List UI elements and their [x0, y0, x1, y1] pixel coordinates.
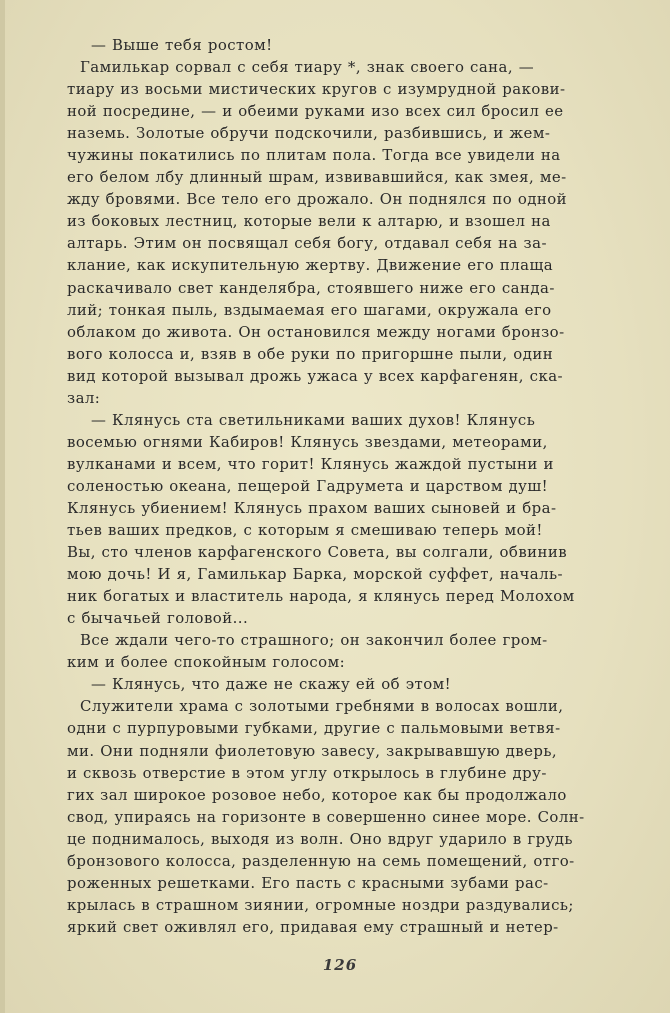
text-line: и сквозь отверстие в этом углу открылось в глубине дру- [67, 763, 547, 782]
text-line: раскачивало свет канделябра, стоявшего ниже его санда- [67, 278, 555, 297]
text-line: вулканами и всем, что горит! Клянусь жаждой пустыни и [67, 454, 554, 473]
text-line: яркий свет оживлял его, придавая ему страшный и нетер- [67, 917, 559, 936]
text-line: вого колосса и, взяв в обе руки по пригоршне пыли, один [67, 344, 554, 363]
text-line: тиару из восьми мистических кругов с изумрудной ракови- [67, 80, 566, 99]
text-line: соленостью океана, пещерой Гадрумета и царством душ! [67, 476, 549, 495]
text-line: с бычачьей головой... [67, 609, 249, 628]
text-line: чужины покатились по плитам пола. Тогда все увидели на [67, 146, 561, 165]
page-body-text [67, 34, 663, 938]
text-line: наземь. Золотые обручи подскочили, разбившись, и жем- [67, 124, 551, 143]
text-line: — Клянусь ста светильниками ваших духов! Клянусь [91, 410, 536, 429]
text-line: це поднималось, выходя из волн. Оно вдруг ударило в грудь [67, 829, 573, 848]
text-line: Служители храма с золотыми гребнями в волосах вошли, [80, 697, 564, 716]
text-line: свод, упираясь на горизонте в совершенно синее море. Солн- [67, 807, 585, 826]
text-line: из боковых лестниц, которые вели к алтарю, и взошел на [67, 212, 551, 231]
text-line: зал: [67, 388, 101, 407]
text-line: — Выше тебя ростом! [91, 36, 273, 54]
text-line: роженных решетками. Его пасть с красными зубами рас- [67, 873, 549, 892]
text-line: Клянусь убиением! Клянусь прахом ваших сыновей и бра- [67, 498, 557, 517]
text-line: Все ждали чего-то страшного; он закончил более гром- [80, 631, 548, 650]
text-line: клание, как искупительную жертву. Движение его плаща [67, 256, 554, 275]
text-line: ник богатых и властитель народа, я клянусь перед Молохом [67, 587, 575, 606]
text-line: жду бровями. Все тело его дрожало. Он поднялся по одной [67, 190, 568, 209]
text-line: бронзового колосса, разделенную на семь помещений, отго- [67, 851, 575, 870]
text-line: ной посредине, — и обеими руками изо всех сил бросил ее [67, 102, 564, 121]
text-line: ким и более спокойным голосом: [67, 653, 346, 672]
text-line: вид которой вызывал дрожь ужаса у всех карфагенян, ска- [67, 366, 564, 385]
text-line: Гамилькар сорвал с себя тиару *, знак своего сана, — [80, 58, 535, 77]
text-line: алтарь. Этим он посвящал себя богу, отдавал себя на за- [67, 234, 547, 253]
text-line: одни с пурпуровыми губками, другие с пальмовыми ветвя- [67, 719, 561, 738]
text-line: его белом лбу длинный шрам, извивавшийся, как змея, ме- [67, 168, 567, 187]
text-line: ми. Они подняли фиолетовую завесу, закрывавшую дверь, [67, 741, 558, 760]
text-line: — Клянусь, что даже не скажу ей об этом! [91, 675, 452, 694]
text-line: тьев ваших предков, с которым я смешиваю теперь мой! [67, 521, 543, 540]
text-line: мою дочь! И я, Гамилькар Барка, морской суффет, началь- [67, 565, 564, 584]
page-number: 126 [322, 956, 358, 974]
text-line: лий; тонкая пыль, вздымаемая его шагами, окружала его [67, 300, 552, 319]
text-line: Вы, сто членов карфагенского Совета, вы солгали, обвинив [67, 543, 568, 562]
text-line: гих зал широкое розовое небо, которое как бы продолжало [67, 785, 567, 804]
text-line: облаком до живота. Он остановился между ногами бронзо- [67, 322, 565, 341]
text-line: крылась в страшном зиянии, огромные ноздри раздувались; [67, 895, 574, 914]
text-line: восемью огнями Кабиров! Клянусь звездами, метеорами, [67, 432, 548, 451]
